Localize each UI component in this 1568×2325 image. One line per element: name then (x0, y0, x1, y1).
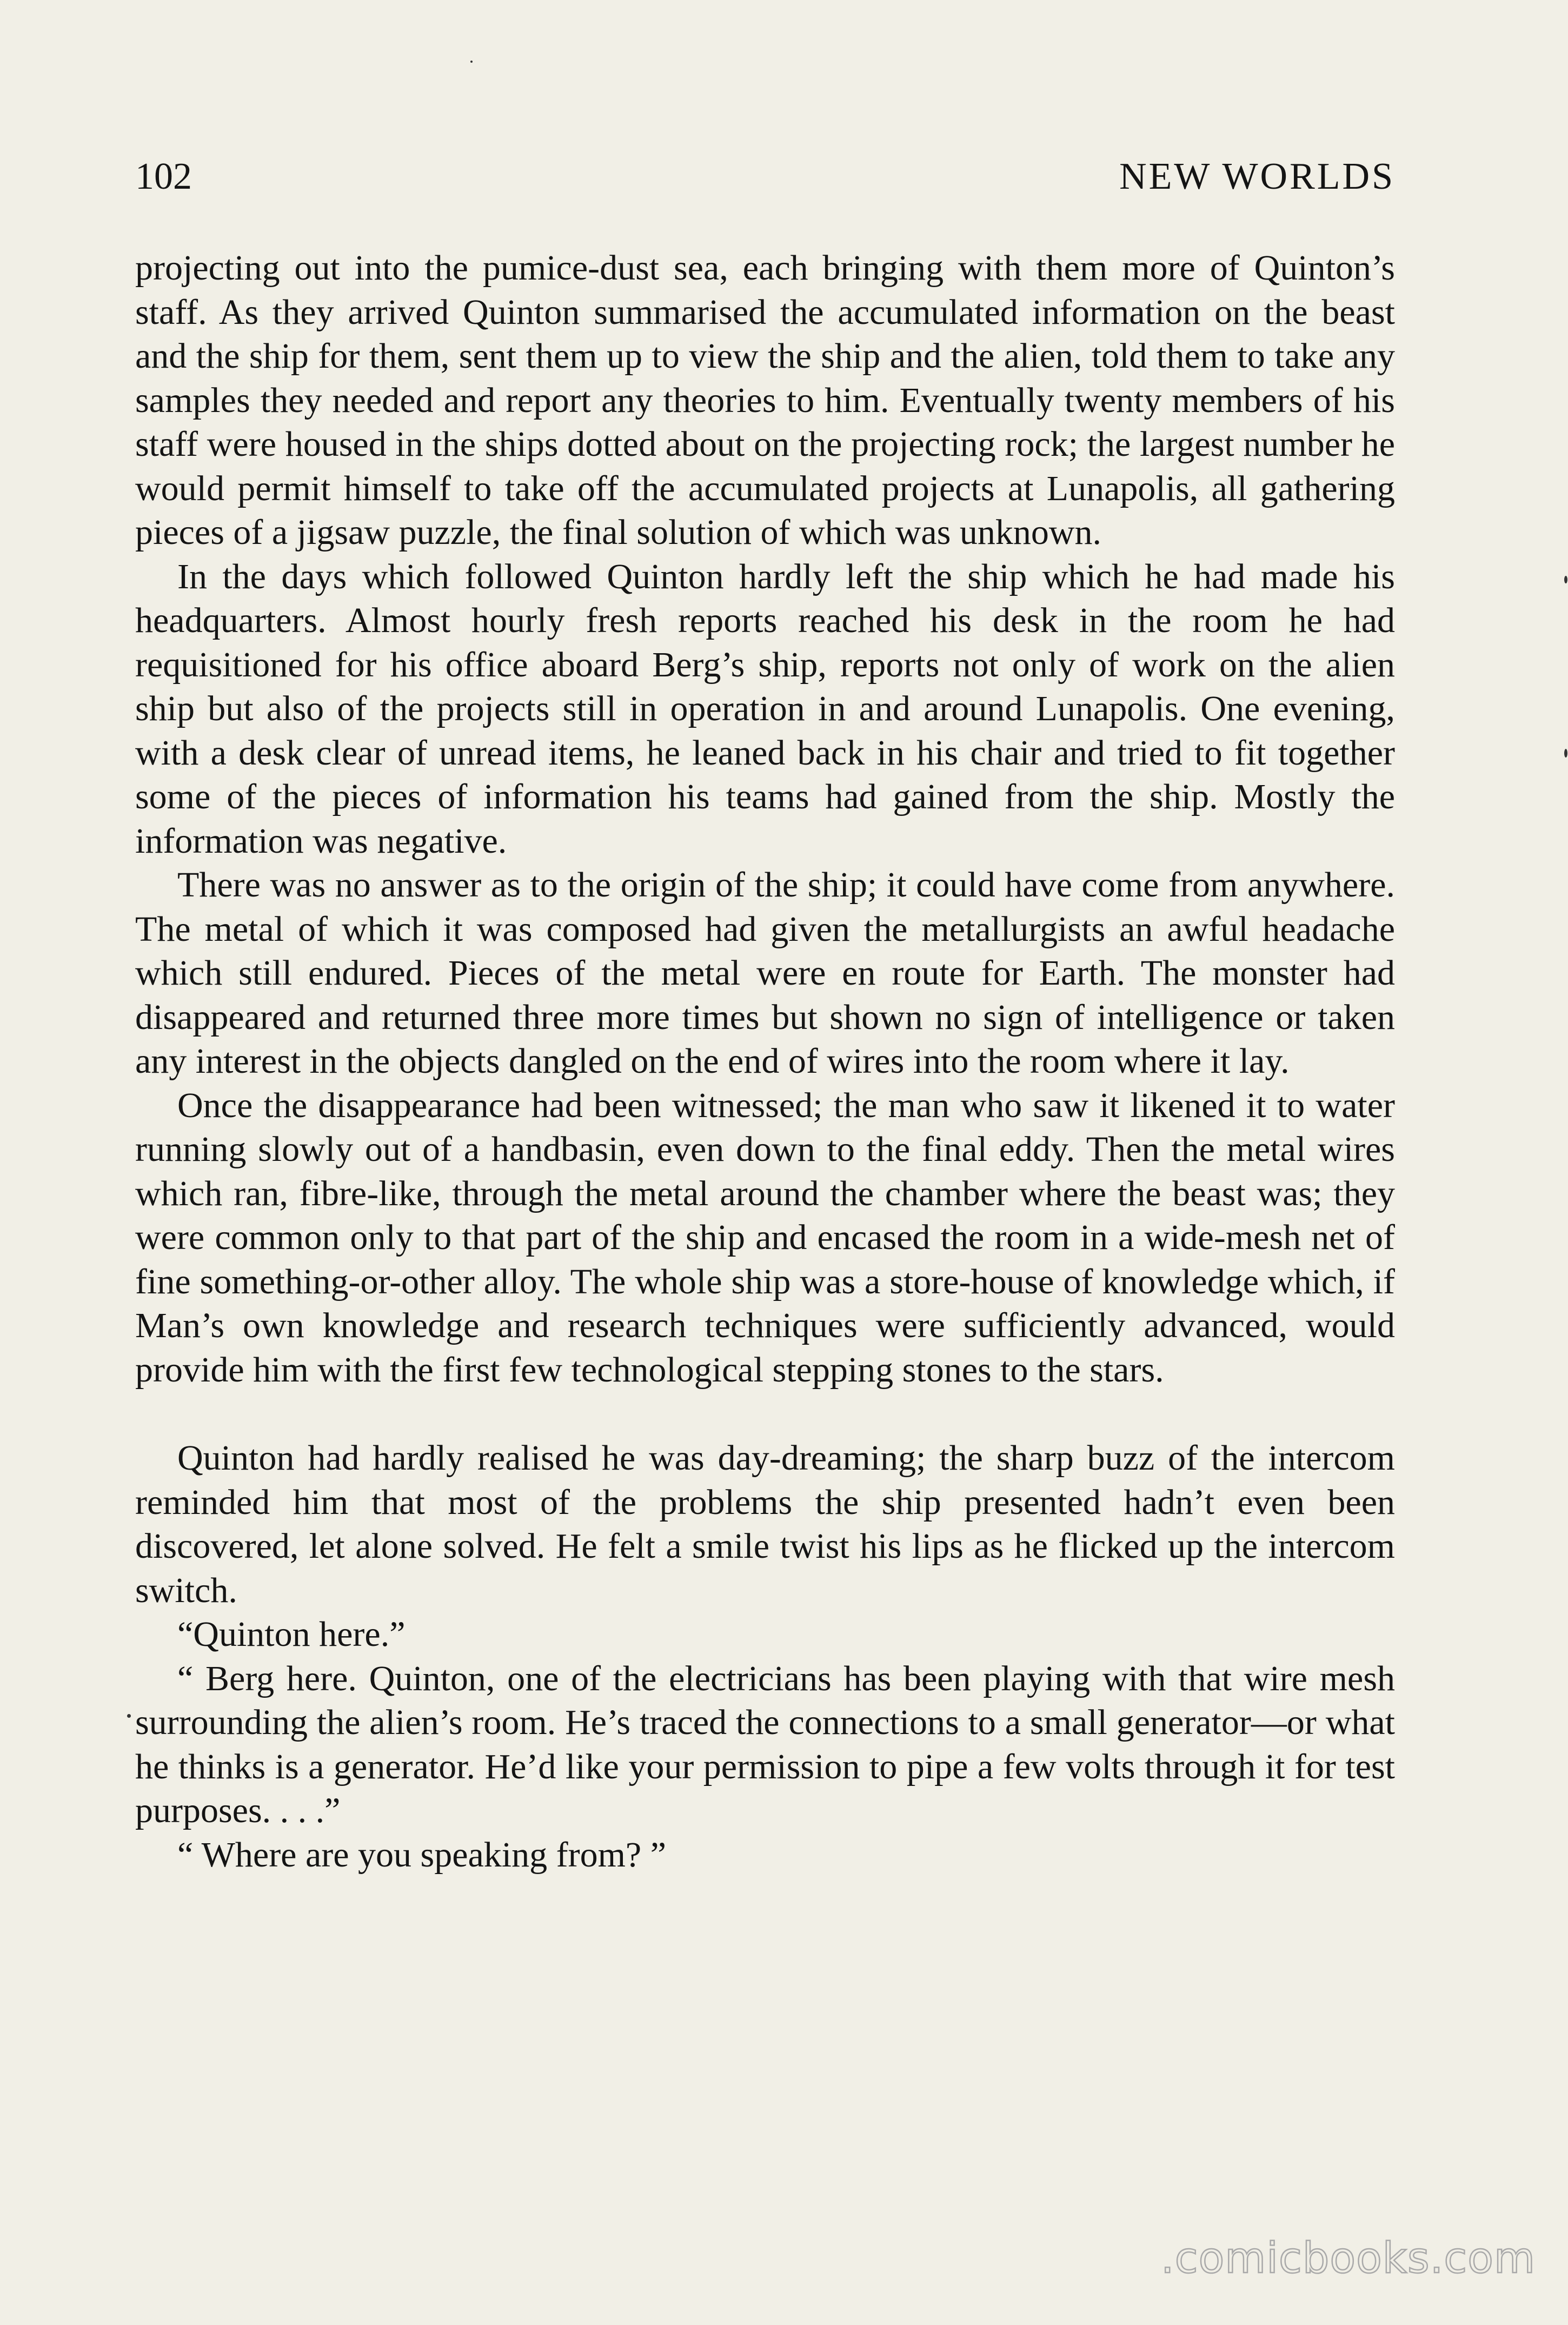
watermark-logo: .comicbooks.com (1160, 2234, 1536, 2283)
print-speck (470, 61, 473, 63)
paragraph: Quinton had hardly realised he was day-dreaming; the sharp buzz of the intercom reminded him that most of the problems the ship presented hadn’t even been discovered, let alone solved. He felt a smile twist his lips as he flicked up the intercom switch. (135, 1438, 1395, 1610)
dialogue-line: “ Berg here. Quinton, one of the electricians has been playing with that wire mesh surrounding the alien’s room. He’s traced the connections to a small generator—or what he thinks is a generator. He’d like your permission to pipe a few volts through it for test purposes. . . .” (135, 1658, 1395, 1830)
body-text (135, 246, 1395, 1877)
paragraph: There was no answer as to the origin of the ship; it could have come from anywhere. The metal of which it was composed had given the metallurgists an awful headache which still endured. Pieces of the metal were en route for Earth. The monster had disappeared and returned three more times but shown no sign of intelligence or taken any interest in the objects dangled on the end of wires into the room where it lay. (135, 865, 1395, 1081)
print-speck (127, 1714, 131, 1718)
page-number: 102 (135, 156, 192, 197)
section-break (135, 1392, 1395, 1436)
dialogue-line: “ Where are you speaking from? ” (177, 1835, 667, 1875)
paragraph: In the days which followed Quinton hardly left the ship which he had made his headquarters. Almost hourly fresh reports reached his desk in the room he had requisitioned for his office aboard Berg’s ship, reports not only of work on the alien ship but also of the projects still in operation in and around Lunapolis. One evening, with a desk clear of unread items, he leaned back in his chair and tried to fit together some of the pieces of information his teams had gained from the ship. Mostly the information was negative. (135, 556, 1395, 861)
running-title: NEW WORLDS (1119, 156, 1395, 197)
paragraph: projecting out into the pumice-dust sea, each bringing with them more of Quinton’s staff. As they arrived Quinton summarised the accumulated information on the beast and the ship for them, sent them up to view the ship and the alien, told them to take any samples they needed and report any theories to him. Eventually twenty members of his staff were housed in the ships dotted about on the projecting rock; the largest number he would permit himself to take off the accumulated projects at Lunapolis, all gathering pieces of a jigsaw puzzle, the final solution of which was unknown. (135, 248, 1395, 552)
paragraph: Once the disappearance had been witnessed; the man who saw it likened it to water running slowly out of a handbasin, even down to the final eddy. Then the metal wires which ran, fibre-like, through the metal around the chamber where the beast was; they were common only to that part of the ship and encased the room in a wide-mesh net of fine something-or-other alloy. The whole ship was a store-house of knowledge which, if Man’s own knowledge and research techniques were sufficiently advanced, would provide him with the first few technological stepping stones to the stars. (135, 1085, 1395, 1390)
page-header (135, 152, 1395, 201)
print-speck (1564, 576, 1567, 583)
dialogue-line: “Quinton here.” (177, 1615, 406, 1654)
print-speck (1564, 749, 1567, 758)
